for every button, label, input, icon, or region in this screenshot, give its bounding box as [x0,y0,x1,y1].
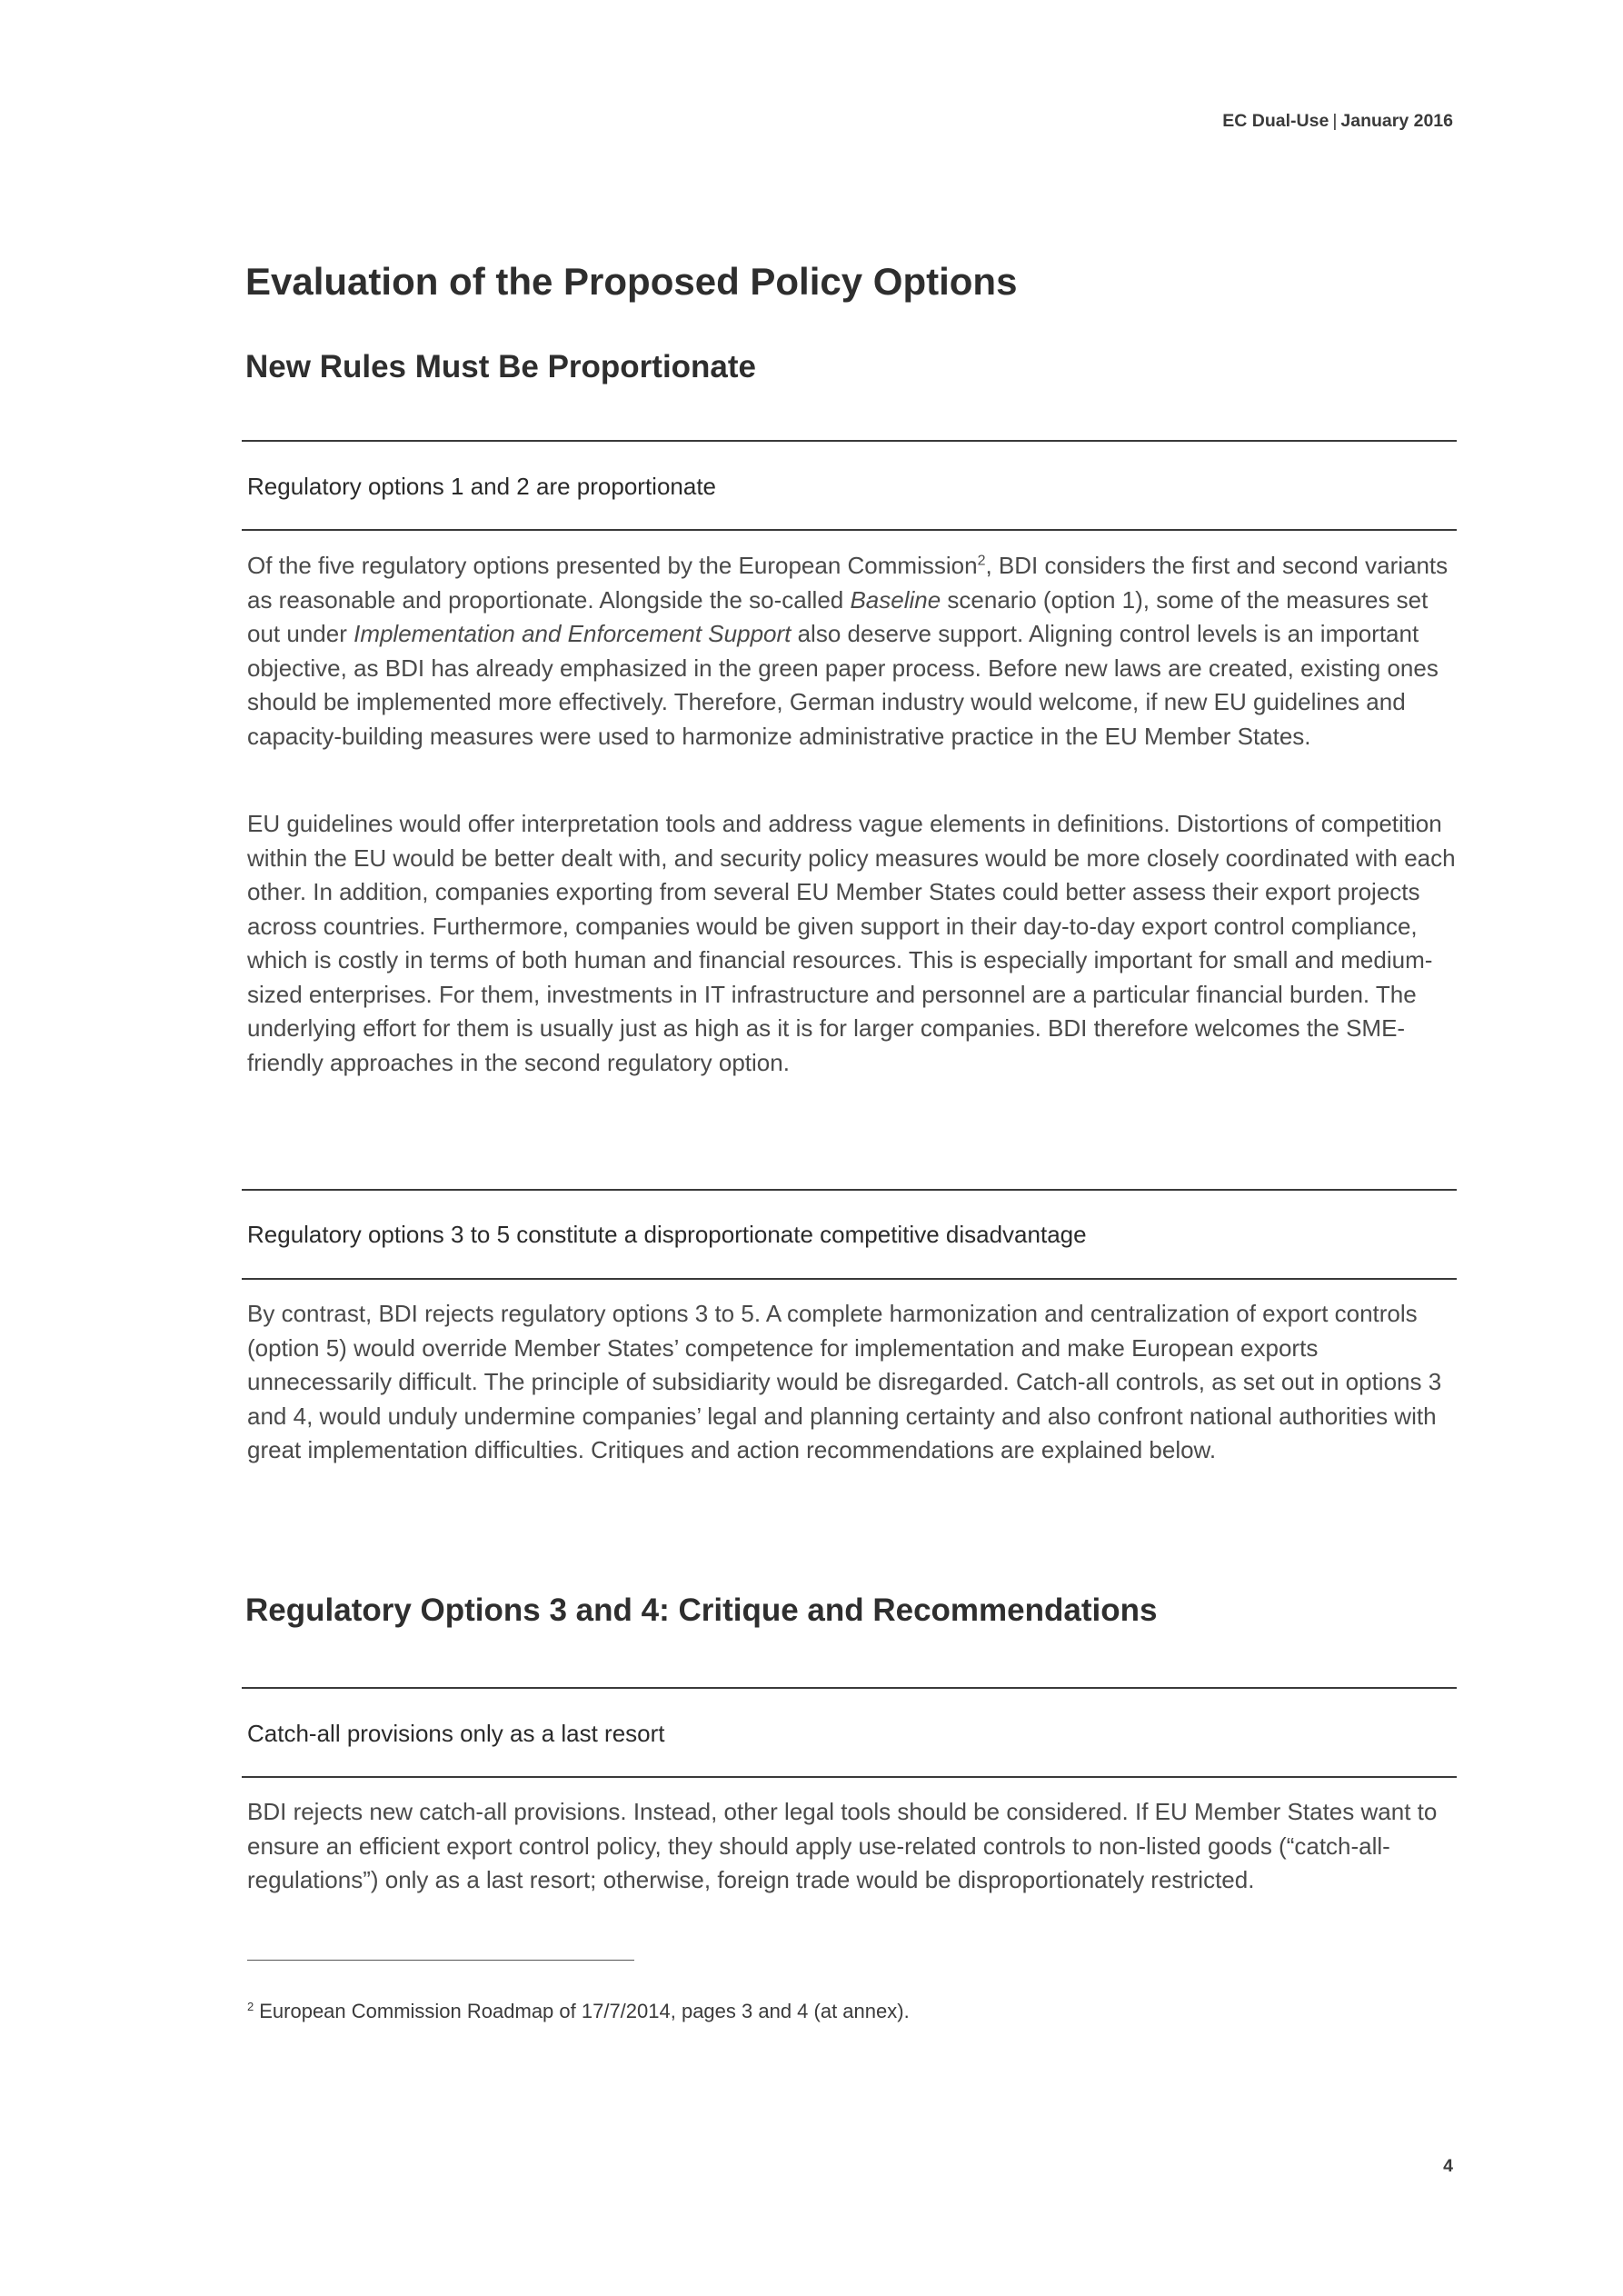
footnote-text: European Commission Roadmap of 17/7/2014, pages 3 and 4 (at annex). [259,2000,910,2022]
footnote [247,2000,910,2023]
box2-title: Regulatory options 3 to 5 constitute a disproportionate competitive disadvantage [247,1221,1087,1248]
header-separator: | [1332,111,1338,131]
footnote-ref: 2 [977,553,986,569]
header-date: January 2016 [1340,111,1453,131]
box2-paragraph-1: By contrast, BDI rejects regulatory options 3 to 5. A complete harmonization and centralization of export controls (option 5) would override Member States’ competence for implementation and make European exports unnecessarily difficult. The principle of subsidiarity would be disregarded. Catch-all controls, as set out in options 3 and 4, would unduly undermine companies’ legal and planning certainty and also confront national authorities with great implementation difficulties. Critiques and action recommendations are explained below. [247,1300,1442,1463]
section-heading-evaluation: Evaluation of the Proposed Policy Options [245,260,1018,303]
subheading-proportionate: New Rules Must Be Proportionate [245,349,757,384]
footnote-marker: 2 [247,1999,254,2013]
box3-bottom-rule [242,1776,1457,1778]
box1-paragraph-1: Of the five regulatory options presented by the European Commission$^2$, BDI considers the first and second variants as reasonable and proportionate. Alongside the so-called Baseline scenario (option 1), some of the measures set out under Implementation and Enforcement Support also deserve support. Aligning control levels is an important objective, as BDI has already emphasized in the green paper process. Before new laws are created, existing ones should be implemented more effectively. Therefore, German industry would welcome, if new EU guidelines and capacity-building measures were used to harmonize administrative practice in the EU Member States. [247,552,1449,750]
box1-paragraph-2: EU guidelines would offer interpretation tools and address vague elements in definitions. Distortions of competition within the EU would be better dealt with, and security policy measures would be more closely coordinated with each other. In addition, companies exporting from several EU Member States could better assess their export projects across countries. Furthermore, companies would be given support in their day-to-day export control compliance, which is costly in terms of both human and financial resources. This is especially important for small and medium-sized enterprises. For them, investments in IT infrastructure and personnel are a particular financial burden. The underlying effort for them is usually just as high as it is for larger companies. BDI therefore welcomes the SME-friendly approaches in the second regulatory option. [247,810,1456,1076]
box1-bottom-rule [242,529,1457,531]
running-header [1222,111,1453,132]
box1-top-rule [242,440,1457,442]
box3-title: Catch-all provisions only as a last resort [247,1720,665,1747]
section-heading-options-3-4: Regulatory Options 3 and 4: Critique and Recommendations [245,1592,1158,1628]
box3-top-rule [242,1687,1457,1689]
box2-top-rule [242,1189,1457,1191]
header-title: EC Dual-Use [1222,111,1329,131]
box2-bottom-rule [242,1278,1457,1280]
footnote-separator [247,1960,634,1961]
box3-paragraph-1: BDI rejects new catch-all provisions. Instead, other legal tools should be considered. If EU Member States want to ensure an efficient export control policy, they should apply use-related controls to non-listed goods (“catch-all-regulations”) only as a last resort; otherwise, foreign trade would be disproportionately restricted. [247,1798,1438,1893]
box1-title: Regulatory options 1 and 2 are proportionate [247,473,717,500]
page-number: 4 [1443,2156,1453,2176]
